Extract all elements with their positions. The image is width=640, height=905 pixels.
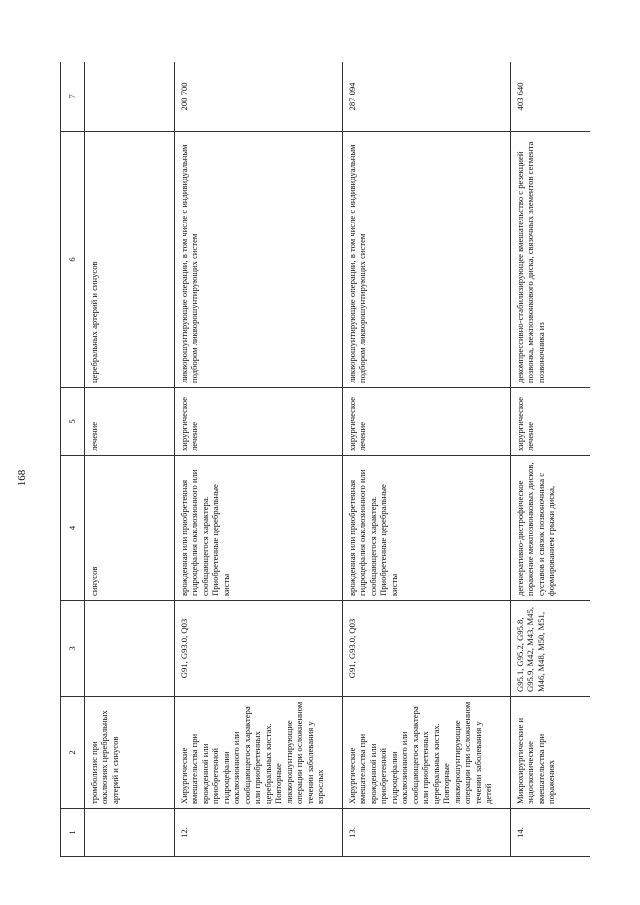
treatment-method: ликворошунтирующие операции, в том числе с индивидуальным подбором ликворошунтирующих систем: [343, 132, 511, 388]
patient-model: врожденная или приобретенная гидроцефалия окклюзионного или сообщающегося характера. Приобретенные церебральные кисты: [175, 456, 343, 601]
header-cell: 3: [61, 601, 85, 697]
rotated-sheet: [60, 62, 590, 857]
price: 403 640: [511, 62, 591, 132]
treatment-type: лечение: [85, 388, 175, 456]
price: 287 094: [343, 62, 511, 132]
treatment-type: хирургическое лечение: [175, 388, 343, 456]
icd-codes: G95.1, G95.2, G95.8, G95.9, M42, M43, M45, M46, M48, M50, M51,: [511, 601, 591, 697]
header-cell: 5: [61, 388, 85, 456]
header-cell: 2: [61, 697, 85, 809]
procedure-name: Хирургические вмешательства при врожденной или приобретенной гидроцефалии окклюзионного или сообщающегося характера или приобретенных церебральных кистах. Повторные ликворошунтирующие операции при осложненном течении заболевания у детей: [343, 697, 511, 809]
treatment-type: хирургическое лечение: [343, 388, 511, 456]
row-number: 14.: [511, 809, 591, 857]
treatment-method: ликворошунтирующие операции, в том числе с индивидуальным подбором ликворошунтирующих систем: [175, 132, 343, 388]
header-cell: 1: [61, 809, 85, 857]
row-number: 12.: [175, 809, 343, 857]
table-row: [85, 62, 175, 857]
row-number: [85, 809, 175, 857]
icd-codes: G91, G93.0, Q03: [343, 601, 511, 697]
row-number: 13.: [343, 809, 511, 857]
treatment-method: церебральных артерий и синусов: [85, 132, 175, 388]
header-cell: 6: [61, 132, 85, 388]
table-row: [175, 62, 343, 857]
procedure-name: Хирургические вмешательства при врожденной или приобретенной гидроцефалии окклюзионного или сообщающегося характера или приобретенных церебральных кистах. Повторные ликворошунтирующие операции при осложненном течении заболевания у взрослых: [175, 697, 343, 809]
procedures-table: [60, 62, 590, 857]
patient-model: синусов: [85, 456, 175, 601]
header-row: [61, 62, 85, 857]
header-cell: 4: [61, 456, 85, 601]
patient-model: дегенеративно-дистрофическое поражение межпозвонковых дисков, суставов и связок позвоночника с формированием грыжи диска,: [511, 456, 591, 601]
table-row: [511, 62, 591, 857]
table-viewport: [60, 62, 590, 857]
icd-codes: G91, G93.0, Q03: [175, 601, 343, 697]
page-number: 168: [16, 469, 28, 487]
procedure-name: тромболизис при окклюзиях церебральных артерий и синусов: [85, 697, 175, 809]
price: 200 700: [175, 62, 343, 132]
patient-model: врожденная или приобретенная гидроцефалия окклюзионного или сообщающегося характера. Приобретенные церебральные кисты: [343, 456, 511, 601]
icd-codes: [85, 601, 175, 697]
price: [85, 62, 175, 132]
table-row: [343, 62, 511, 857]
treatment-type: хирургическое лечение: [511, 388, 591, 456]
header-cell: 7: [61, 62, 85, 132]
procedure-name: Микрохирургические и эндоскопические вмешательства при поражениях: [511, 697, 591, 809]
treatment-method: декомпрессивно-стабилизирующее вмешательство с резекцией позвонка, межпозвонкового диска, связочных элементов сегмента позвоночника из: [511, 132, 591, 388]
